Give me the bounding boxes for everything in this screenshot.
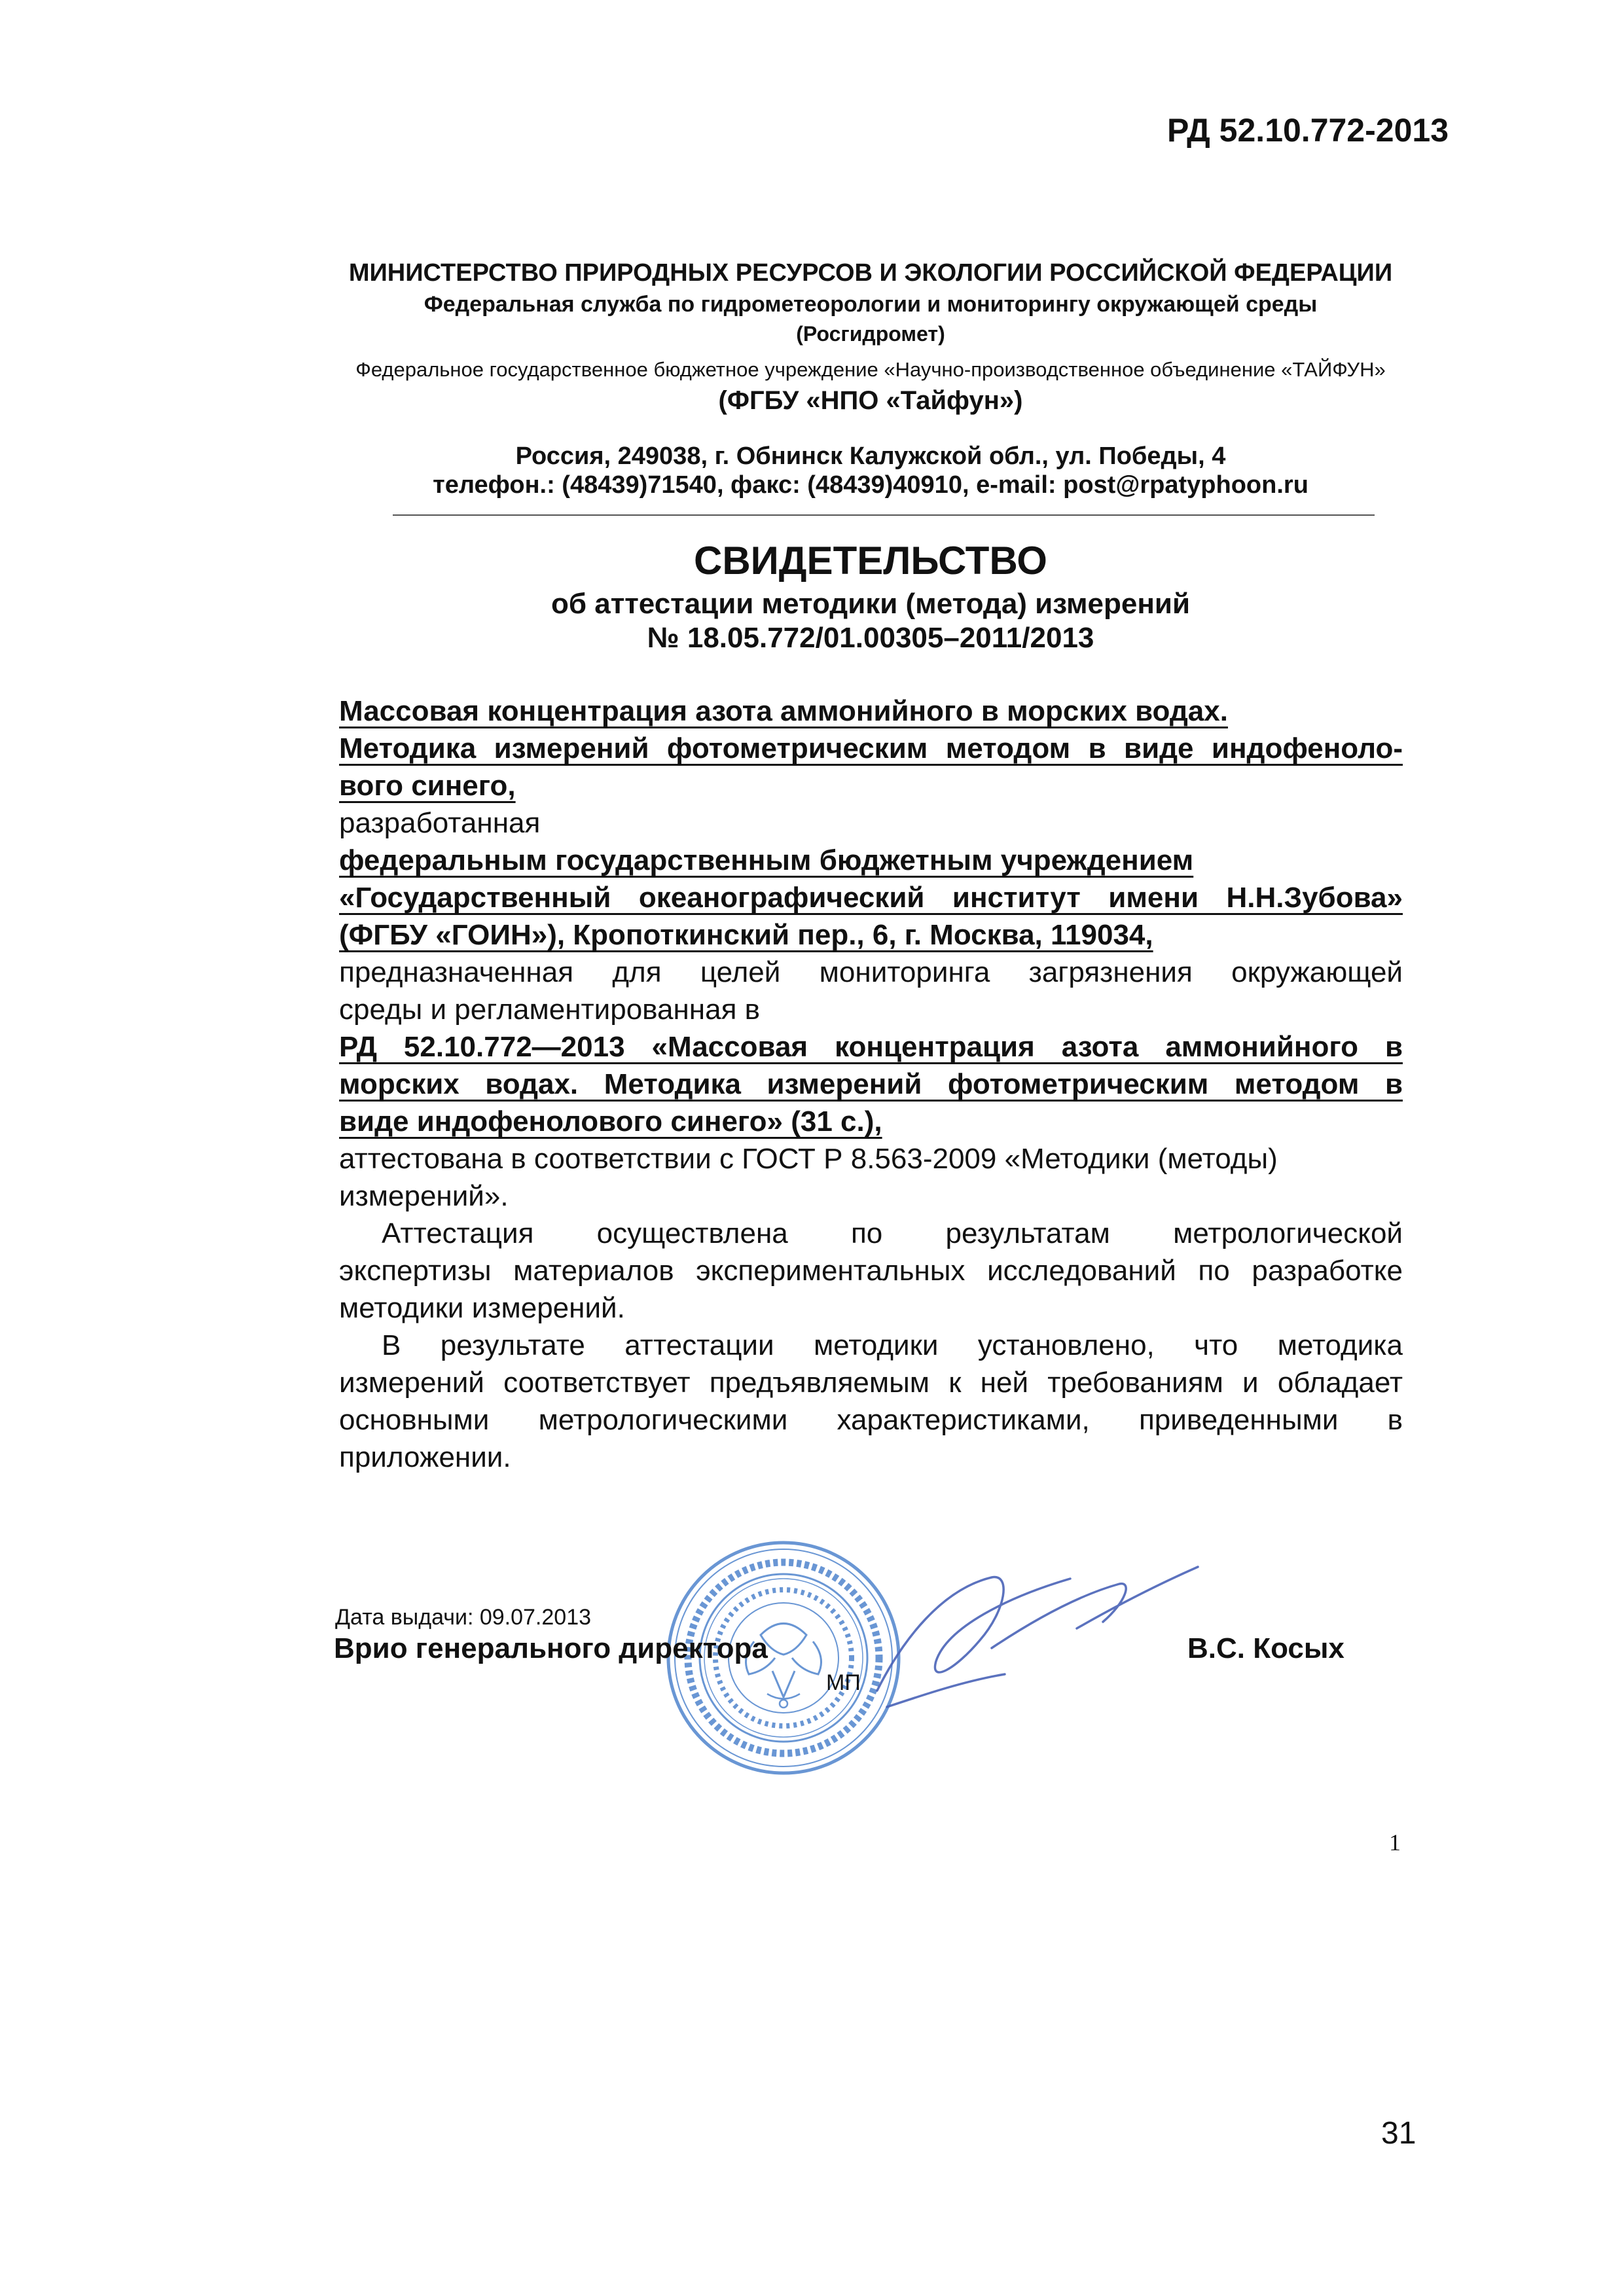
purpose-line: среды и регламентированная в <box>339 994 761 1026</box>
signer-name: В.С. Косых <box>1187 1632 1344 1664</box>
paragraph-line: экспертизы материалов экспериментальных исследований по разработке <box>339 1255 1403 1287</box>
developer-line: «Государственный океанографический институт имени Н.Н.Зубова» <box>339 882 1403 914</box>
paragraph-line: В результате аттестации методики установлено, что методика <box>382 1329 1403 1361</box>
method-title-line: Методика измерений фотометрическим методом в виде индофеноло- <box>339 732 1403 764</box>
method-title <box>339 692 1403 804</box>
certificate-subtitle: об аттестации методики (метода) измерений <box>550 588 1191 620</box>
ministry-name: МИНИСТЕРСТВО ПРИРОДНЫХ РЕСУРСОВ И ЭКОЛОГИИ РОССИЙСКОЙ ФЕДЕРАЦИИ <box>348 259 1393 287</box>
method-title-line: Массовая концентрация азота аммонийного в морских водах. <box>339 695 1228 727</box>
paragraph-line: основными метрологическими характеристиками, приведенными в <box>339 1404 1403 1436</box>
purpose-text <box>339 954 1403 1028</box>
result-paragraph <box>339 1327 1403 1476</box>
developer-organization <box>339 842 1403 954</box>
purpose-line: предназначенная для целей мониторинга загрязнения окружающей <box>339 956 1403 988</box>
stamp-place-label: МП <box>826 1670 861 1695</box>
service-short-name: (Росгидромет) <box>796 322 945 346</box>
document-code: РД 52.10.772-2013 <box>1166 112 1449 149</box>
paragraph-line: приложении. <box>339 1441 511 1473</box>
service-name: Федеральная служба по гидрометеорологии и мониторингу окружающей среды <box>424 292 1318 317</box>
regulation-line: морских водах. Методика измерений фотометрическим методом в <box>339 1068 1403 1100</box>
attested-line: аттестована в соответствии с ГОСТ Р 8.563-2009 «Методики (методы) <box>339 1143 1278 1175</box>
institution-short-name: (ФГБУ «НПО «Тайфун») <box>718 386 1023 415</box>
issue-date-label: Дата выдачи: <box>335 1605 474 1630</box>
attestation-standard <box>339 1140 1403 1215</box>
appendix-marker: 1 <box>1389 1829 1401 1856</box>
paragraph-line: Аттестация осуществлена по результатам метрологической <box>382 1217 1403 1249</box>
certificate-number: № 18.05.772/01.00305–2011/2013 <box>647 622 1094 654</box>
developer-line: федеральным государственным бюджетным учреждением <box>339 844 1194 876</box>
postal-address: Россия, 249038, г. Обнинск Калужской обл., ул. Победы, 4 <box>515 442 1226 470</box>
paragraph-line: методики измерений. <box>339 1292 625 1324</box>
developer-line: (ФГБУ «ГОИН»), Кропоткинский пер., 6, г. Москва, 119034, <box>339 919 1153 951</box>
regulation-line: виде индофенолового синего» (31 с.), <box>339 1105 882 1138</box>
contact-details: телефон.: (48439)71540, факс: (48439)40910, e-mail: post@rpatyphoon.ru <box>433 471 1308 499</box>
paragraph-line: измерений соответствует предъявляемым к ней требованиям и обладает <box>339 1367 1403 1399</box>
certificate-title: СВИДЕТЕЛЬСТВО <box>694 539 1047 583</box>
regulation-document <box>339 1028 1403 1140</box>
institution-name: Федеральное государственное бюджетное учреждение «Научно-производственное объединение «ТАЙФУН» <box>355 358 1386 381</box>
issue-date <box>335 1605 591 1630</box>
issue-date-value: 09.07.2013 <box>479 1605 592 1630</box>
method-title-line: вого синего, <box>339 770 516 802</box>
page-number: 31 <box>1381 2116 1416 2151</box>
attestation-paragraph <box>339 1215 1403 1327</box>
attested-line: измерений». <box>339 1180 509 1212</box>
regulation-line: РД 52.10.772—2013 «Массовая концентрация азота аммонийного в <box>339 1031 1403 1063</box>
signer-position: Врио генерального директора <box>334 1632 768 1664</box>
header-divider <box>393 514 1375 516</box>
developed-label: разработанная <box>339 807 541 839</box>
